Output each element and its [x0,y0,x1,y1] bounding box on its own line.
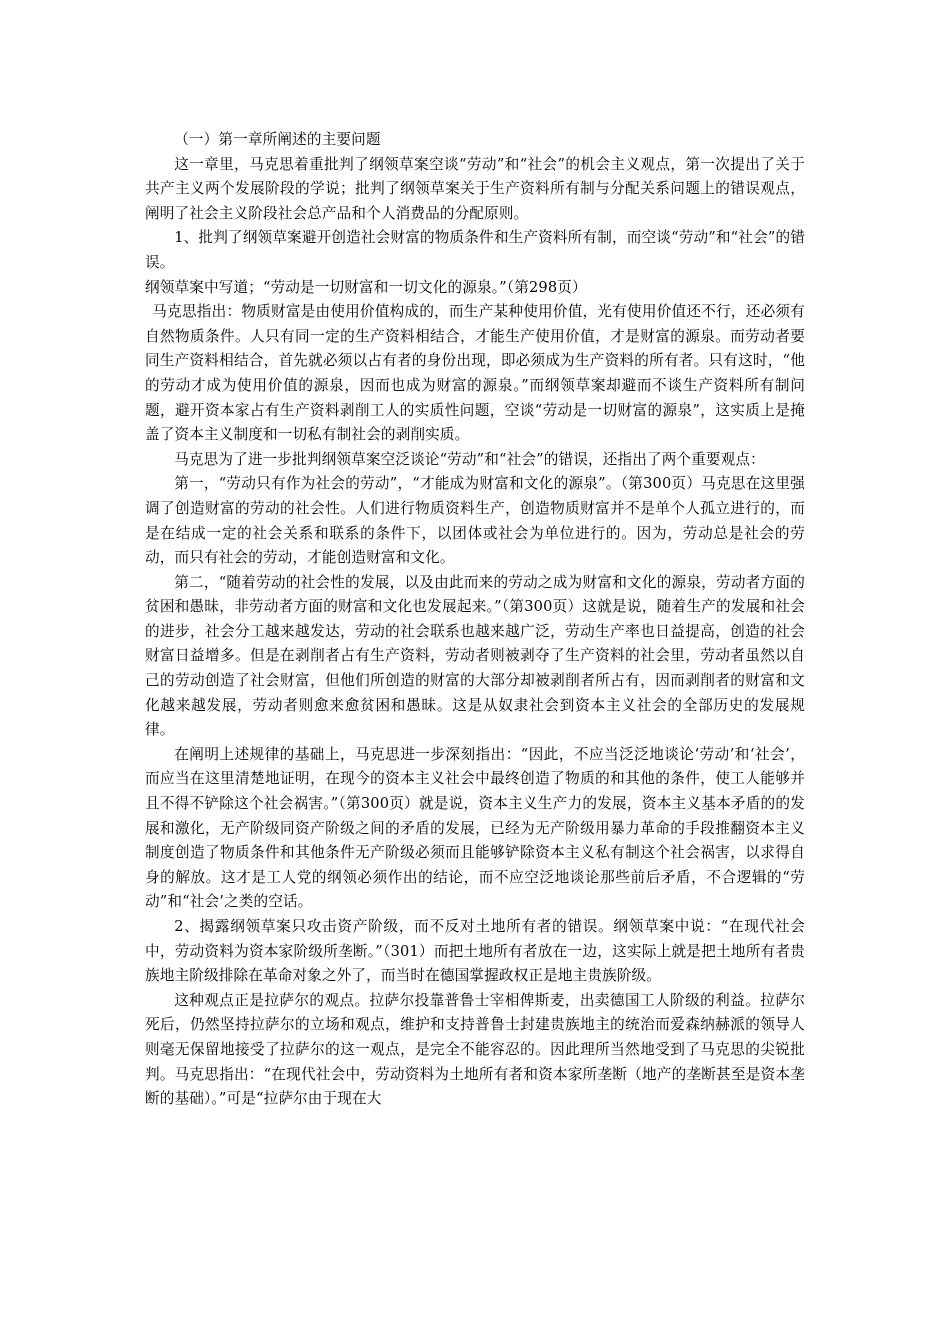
paragraph: 1、批判了纲领草案避开创造社会财富的物质条件和生产资料所有制，而空谈“劳动”和“社会”的错误。 [145,229,805,271]
paragraph: 2、揭露纲领草案只攻击资产阶级，而不反对土地所有者的错误。纲领草案中说：“在现代社会中，劳动资料为资本家阶级所垄断。”（301）而把土地所有者放在一边，这实际上就是把土地所有者贵族地主阶级排除在革命对象之外了，而当时在德国掌握政权正是地主贵族阶级。 [145,918,805,985]
document-page [145,128,805,1112]
paragraph: 在阐明上述规律的基础上，马克思进一步深刻指出：“因此，不应当泛泛地谈论‘劳动’和‘社会’，而应当在这里清楚地证明，在现今的资本主义社会中最终创造了物质的和其他的条件，使工人能够并且不得不铲除这个社会祸害。”（第300页）就是说，资本主义生产力的发展，资本主义基本矛盾的的发展和激化，无产阶级同资产阶级之间的矛盾的发展，已经为无产阶级用暴力革命的手段推翻资本主义制度创造了物质条件和其他条件无产阶级必须而且能够铲除资本主义私有制这个社会祸害，以求得自身的解放。这才是工人党的纲领必须作出的结论，而不应空泛地谈论那些前后矛盾，不合逻辑的“劳动”和“社会’之类的空话。 [145,745,805,911]
paragraph: 马克思指出：物质财富是由使用价值构成的，而生产某种使用价值，光有使用价值还不行，还必须有自然物质条件。人只有同一定的生产资料相结合，才能生产使用价值，才是财富的源泉。而劳动者要同生产资料相结合，首先就必须以占有者的身份出现，即必须成为生产资料的所有者。只有这时，“他的劳动才成为使用价值的源泉，因而也成为财富的源泉。”而纲领草案却避而不谈生产资料所有制问题，避开资本家占有生产资料剥削工人的实质性问题，空谈“劳动是一切财富的源泉”，这实质上是掩盖了资本主义制度和一切私有制社会的剥削实质。 [145,303,805,444]
paragraph: 第一，“劳动只有作为社会的劳动”，“才能成为财富和文化的源泉”。（第300页）马克思在这里强调了创造财富的劳动的社会性。人们进行物质资料生产，创造物质财富并不是单个人孤立进行的，而是在结成一定的社会关系和联系的条件下，以团体或社会为单位进行的。因为，劳动总是社会的劳动，而只有社会的劳动，才能创造财富和文化。 [145,475,805,567]
paragraph: 这一章里，马克思着重批判了纲领草案空谈“劳动”和“社会”的机会主义观点，第一次提出了关于共产主义两个发展阶段的学说；批判了纲领草案关于生产资料所有制与分配关系问题上的错误观点，阐明了社会主义阶段社会总产品和个人消费品的分配原则。 [145,155,805,222]
paragraph: 这种观点正是拉萨尔的观点。拉萨尔投靠普鲁士宰相俾斯麦，出卖德国工人阶级的利益。拉萨尔死后，仍然坚持拉萨尔的立场和观点，维护和支持普鲁士封建贵族地主的统治而爱森纳赫派的领导人则毫无保留地接受了拉萨尔的这一观点，是完全不能容忍的。因此理所当然地受到了马克思的尖锐批判。马克思指出：“在现代社会中，劳动资料为土地所有者和资本家所垄断（地产的垄断甚至是资本垄断的基础）。”可是“拉萨尔由于现在大 [145,991,805,1108]
section-heading: （一）第一章所阐述的主要问题 [174,131,381,148]
paragraph: 第二，“随着劳动的社会性的发展，以及由此而来的劳动之成为财富和文化的源泉，劳动者方面的贫困和愚昧，非劳动者方面的财富和文化也发展起来。”（第300页）这就是说，随着生产的发展和社会的进步，社会分工越来越发达，劳动的社会联系也越来越广泛，劳动生产率也日益提高，创造的社会财富日益增多。但是在剥削者占有生产资料，劳动者则被剥夺了生产资料的社会里，劳动者虽然以自己的劳动创造了社会财富，但他们所创造的财富的大部分却被剥削者所占有，因而剥削者的财富和文化越来越发展，劳动者则愈来愈贫困和愚昧。这是从奴隶社会到资本主义社会的全部历史的发展规律。 [145,573,805,739]
paragraph: 纲领草案中写道；“劳动是一切财富和一切文化的源泉。”（第298页） [145,278,587,296]
paragraph: 马克思为了进一步批判纲领草案空泛谈论“劳动”和“社会”的错误，还指出了两个重要观点： [174,450,765,468]
